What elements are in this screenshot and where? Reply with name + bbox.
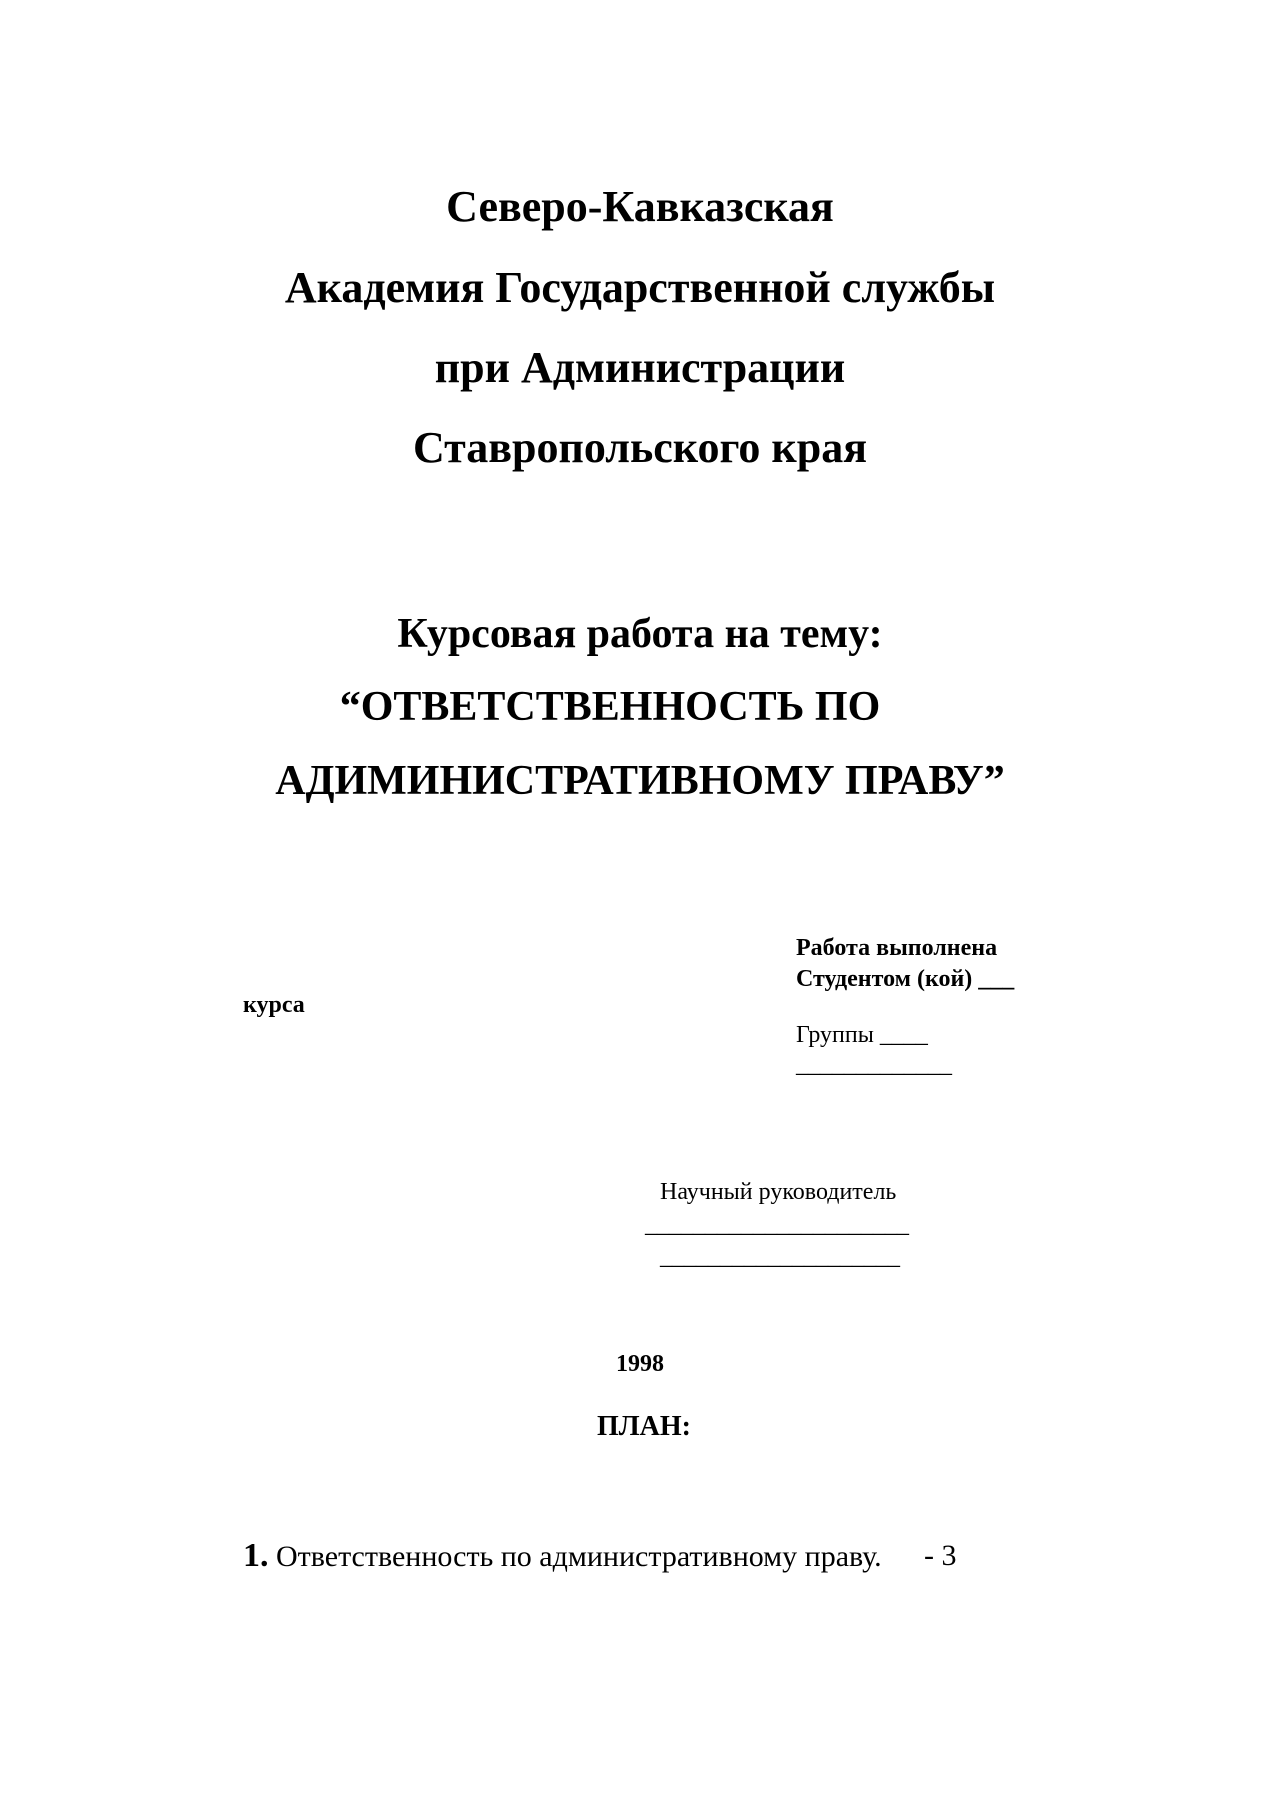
plan-item-page: - 3 (924, 1539, 957, 1572)
course-label: курса (243, 992, 305, 1018)
done-by-label: Работа выполнена (796, 935, 998, 961)
work-topic-line-2: АДИМИНИСТРАТИВНОМУ ПРАВУ” (275, 758, 1005, 804)
work-heading: Курсовая работа на тему: (397, 611, 883, 657)
plan-item-text: Ответственность по административному праву. (276, 1540, 882, 1573)
work-topic-line-1: “ОТВЕТСТВЕННОСТЬ ПО (339, 684, 881, 730)
student-label: Студентом (кой) ___ (796, 966, 1015, 992)
plan-item (243, 1538, 882, 1575)
supervisor-underline-1: ______________________ (645, 1212, 909, 1238)
plan-heading: ПЛАН: (597, 1411, 691, 1442)
group-underline: _____________ (796, 1052, 952, 1078)
year: 1998 (616, 1351, 664, 1377)
institution-line-1: Северо-Кавказская (446, 182, 834, 231)
plan-item-number: 1. (243, 1537, 269, 1574)
institution-line-2: Академия Государственной службы (284, 263, 996, 312)
institution-line-4: Ставропольского края (412, 423, 868, 472)
institution-line-3: при Администрации (434, 343, 846, 392)
supervisor-underline-2: ____________________ (660, 1244, 900, 1270)
group-label: Группы ____ (796, 1022, 928, 1048)
supervisor-label: Научный руководитель (660, 1179, 897, 1205)
